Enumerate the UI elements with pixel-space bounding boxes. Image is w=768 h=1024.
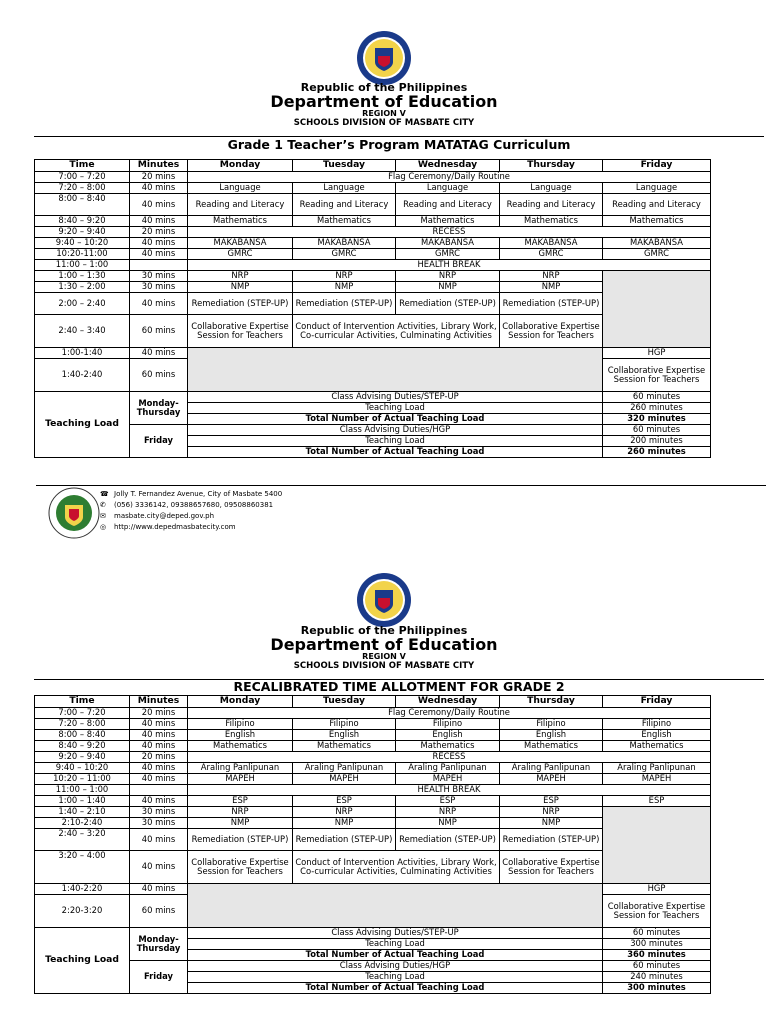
subject-cell: ESP (188, 796, 293, 807)
col-tuesday: Tuesday (293, 696, 396, 708)
grade1-title: Grade 1 Teacher’s Program MATATAG Curriculum (227, 137, 571, 152)
time-cell: 2:10-2:40 (35, 818, 130, 829)
time-cell: 1:40 – 2:10 (35, 807, 130, 818)
col-wednesday: Wednesday (396, 696, 500, 708)
table-row (35, 730, 711, 741)
subject-cell: Remediation (STEP-UP) (396, 293, 500, 315)
table-row (35, 961, 711, 972)
table-row (35, 425, 711, 436)
subject-cell: Araling Panlipunan (293, 763, 396, 774)
subject-cell: NRP (500, 807, 603, 818)
load-value: 60 minutes (603, 392, 711, 403)
time-cell: 9:40 – 10:20 (35, 763, 130, 774)
minutes-cell: 60 mins (130, 315, 188, 348)
minutes-cell: 40 mins (130, 851, 188, 884)
table-row (35, 238, 711, 249)
subject-cell: Mathematics (188, 216, 293, 227)
minutes-cell (130, 260, 188, 271)
table-row (35, 796, 711, 807)
time-cell: 8:40 – 9:20 (35, 741, 130, 752)
time-cell: 2:00 – 2:40 (35, 293, 130, 315)
subject-cell: Araling Panlipunan (500, 763, 603, 774)
table-row (35, 227, 711, 238)
minutes-cell: 20 mins (130, 227, 188, 238)
col-tuesday: Tuesday (293, 160, 396, 172)
subject-cell: NMP (500, 818, 603, 829)
table-row (35, 763, 711, 774)
subject-cell: Language (188, 183, 293, 194)
time-cell: 9:40 – 10:20 (35, 238, 130, 249)
grade1-schedule-table (34, 159, 711, 458)
load-total-label: Total Number of Actual Teaching Load (188, 983, 603, 994)
table-row (35, 183, 711, 194)
activity-cell: RECESS (188, 752, 711, 763)
minutes-cell: 30 mins (130, 271, 188, 282)
subject-cell: Remediation (STEP-UP) (396, 829, 500, 851)
activity-cell: Flag Ceremony/Daily Routine (188, 172, 711, 183)
table-row (35, 774, 711, 785)
subject-cell: Collaborative Expertise Session for Teachers (603, 895, 711, 928)
col-thursday: Thursday (500, 160, 603, 172)
subject-cell: Remediation (STEP-UP) (188, 829, 293, 851)
minutes-cell: 40 mins (130, 741, 188, 752)
col-monday: Monday (188, 160, 293, 172)
minutes-cell: 40 mins (130, 348, 188, 359)
table-header-row (35, 160, 711, 172)
table-row (35, 785, 711, 796)
subject-cell: ESP (603, 796, 711, 807)
subject-cell: Mathematics (603, 216, 711, 227)
division-text: SCHOOLS DIVISION OF MASBATE CITY (293, 117, 475, 128)
load-total-value: 320 minutes (603, 414, 711, 425)
empty-shaded-cell (188, 884, 603, 928)
teaching-load-label: Teaching Load (35, 928, 130, 994)
time-cell: 7:00 – 7:20 (35, 708, 130, 719)
subject-cell: MAPEH (500, 774, 603, 785)
subject-cell: NMP (293, 282, 396, 293)
load-days-label: Monday-Thursday (130, 928, 188, 961)
subject-cell: Remediation (STEP-UP) (293, 829, 396, 851)
subject-cell: GMRC (500, 249, 603, 260)
grade2-schedule-table (34, 695, 711, 994)
table-row (35, 172, 711, 183)
subject-cell: NMP (188, 818, 293, 829)
subject-cell: Language (500, 183, 603, 194)
subject-cell: NMP (293, 818, 396, 829)
minutes-cell: 20 mins (130, 752, 188, 763)
time-cell: 10:20 – 11:00 (35, 774, 130, 785)
table-row (35, 260, 711, 271)
subject-cell: HGP (603, 348, 711, 359)
load-value: 240 minutes (603, 972, 711, 983)
minutes-cell: 40 mins (130, 293, 188, 315)
subject-cell: Conduct of Intervention Activities, Library Work, Co-curricular Activities, Culminating Activities (293, 315, 500, 348)
minutes-cell: 40 mins (130, 194, 188, 216)
load-value: 260 minutes (603, 403, 711, 414)
footer-rule (36, 485, 766, 486)
region-text: REGION V (362, 652, 406, 662)
minutes-cell: 30 mins (130, 807, 188, 818)
subject-cell: English (188, 730, 293, 741)
load-total-value: 300 minutes (603, 983, 711, 994)
subject-cell: Mathematics (396, 216, 500, 227)
time-cell: 9:20 – 9:40 (35, 752, 130, 763)
division-logo-icon (48, 487, 100, 539)
load-item: Class Advising Duties/STEP-UP (188, 928, 603, 939)
col-friday: Friday (603, 160, 711, 172)
table-row (35, 216, 711, 227)
republic-text: Republic of the Philippines (300, 624, 468, 637)
minutes-cell: 40 mins (130, 238, 188, 249)
time-cell: 1:40-2:40 (35, 359, 130, 392)
minutes-cell: 40 mins (130, 763, 188, 774)
subject-cell: Collaborative Expertise Session for Teachers (188, 851, 293, 884)
load-item: Class Advising Duties/STEP-UP (188, 392, 603, 403)
subject-cell: GMRC (293, 249, 396, 260)
load-value: 60 minutes (603, 961, 711, 972)
letterhead (0, 625, 768, 671)
subject-cell: Mathematics (500, 741, 603, 752)
subject-cell: MAPEH (293, 774, 396, 785)
minutes-cell: 60 mins (130, 895, 188, 928)
table-row (35, 928, 711, 939)
time-cell: 7:20 – 8:00 (35, 719, 130, 730)
subject-cell: NMP (396, 818, 500, 829)
minutes-cell: 40 mins (130, 884, 188, 895)
time-cell: 8:40 – 9:20 (35, 216, 130, 227)
subject-cell: NMP (500, 282, 603, 293)
minutes-cell: 40 mins (130, 730, 188, 741)
subject-cell: Reading and Literacy (603, 194, 711, 216)
col-minutes: Minutes (130, 160, 188, 172)
time-cell: 1:30 – 2:00 (35, 282, 130, 293)
load-item: Teaching Load (188, 436, 603, 447)
subject-cell: MAKABANSA (188, 238, 293, 249)
time-cell: 1:00 – 1:40 (35, 796, 130, 807)
subject-cell: Mathematics (500, 216, 603, 227)
subject-cell: English (396, 730, 500, 741)
letterhead (0, 82, 768, 128)
subject-cell: Filipino (293, 719, 396, 730)
footer-phone: (056) 3336142, 09388657680, 09508860381 (114, 501, 274, 509)
subject-cell: MAPEH (603, 774, 711, 785)
minutes-cell: 30 mins (130, 818, 188, 829)
subject-cell: Mathematics (293, 216, 396, 227)
location-icon: ☎ (100, 490, 109, 498)
subject-cell: ESP (396, 796, 500, 807)
col-thursday: Thursday (500, 696, 603, 708)
subject-cell: Reading and Literacy (293, 194, 396, 216)
subject-cell: Remediation (STEP-UP) (500, 293, 603, 315)
table-row (35, 392, 711, 403)
subject-cell: NRP (396, 271, 500, 282)
load-total-label: Total Number of Actual Teaching Load (188, 414, 603, 425)
subject-cell: Collaborative Expertise Session for Teachers (188, 315, 293, 348)
subject-cell: Collaborative Expertise Session for Teachers (500, 851, 603, 884)
time-cell: 2:40 – 3:40 (35, 315, 130, 348)
load-item: Class Advising Duties/HGP (188, 961, 603, 972)
subject-cell: Filipino (500, 719, 603, 730)
subject-cell: MAKABANSA (293, 238, 396, 249)
subject-cell: Mathematics (293, 741, 396, 752)
load-item: Teaching Load (188, 972, 603, 983)
subject-cell: Filipino (396, 719, 500, 730)
load-total-value: 360 minutes (603, 950, 711, 961)
time-cell: 2:40 – 3:20 (35, 829, 130, 851)
empty-shaded-cell (603, 807, 711, 884)
subject-cell: English (603, 730, 711, 741)
subject-cell: NRP (500, 271, 603, 282)
minutes-cell: 40 mins (130, 249, 188, 260)
minutes-cell: 60 mins (130, 359, 188, 392)
activity-cell: HEALTH BREAK (188, 260, 711, 271)
subject-cell: Araling Panlipunan (396, 763, 500, 774)
load-value: 60 minutes (603, 928, 711, 939)
division-text: SCHOOLS DIVISION OF MASBATE CITY (293, 660, 475, 671)
subject-cell: MAKABANSA (396, 238, 500, 249)
col-minutes: Minutes (130, 696, 188, 708)
subject-cell: NMP (188, 282, 293, 293)
time-cell: 9:20 – 9:40 (35, 227, 130, 238)
subject-cell: Remediation (STEP-UP) (188, 293, 293, 315)
load-days-label: Friday (130, 961, 188, 994)
teaching-load-label: Teaching Load (35, 392, 130, 458)
time-cell: 11:00 – 1:00 (35, 260, 130, 271)
load-value: 60 minutes (603, 425, 711, 436)
minutes-cell: 20 mins (130, 708, 188, 719)
table-row (35, 348, 711, 359)
subject-cell: Language (396, 183, 500, 194)
subject-cell: Reading and Literacy (396, 194, 500, 216)
table-row (35, 752, 711, 763)
time-cell: 11:00 – 1:00 (35, 785, 130, 796)
load-days-label: Monday-Thursday (130, 392, 188, 425)
region-text: REGION V (362, 109, 406, 119)
time-cell: 1:00-1:40 (35, 348, 130, 359)
deped-seal-icon (356, 30, 412, 86)
subject-cell: Remediation (STEP-UP) (293, 293, 396, 315)
subject-cell: HGP (603, 884, 711, 895)
activity-cell: HEALTH BREAK (188, 785, 711, 796)
subject-cell: NRP (293, 807, 396, 818)
footer-email[interactable]: masbate.city@deped.gov.ph (114, 512, 215, 520)
minutes-cell: 40 mins (130, 796, 188, 807)
load-item: Teaching Load (188, 403, 603, 414)
col-monday: Monday (188, 696, 293, 708)
subject-cell: NRP (188, 807, 293, 818)
web-icon: ◎ (100, 523, 107, 531)
empty-shaded-cell (188, 348, 603, 392)
department-title: Department of Education (270, 91, 498, 111)
time-cell: 10:20-11:00 (35, 249, 130, 260)
minutes-cell: 30 mins (130, 282, 188, 293)
load-total-label: Total Number of Actual Teaching Load (188, 447, 603, 458)
subject-cell: Mathematics (188, 741, 293, 752)
subject-cell: MAPEH (188, 774, 293, 785)
load-value: 300 minutes (603, 939, 711, 950)
col-time: Time (35, 160, 130, 172)
email-icon: ✉ (100, 512, 106, 520)
minutes-cell: 40 mins (130, 183, 188, 194)
table-row (35, 271, 711, 282)
subject-cell: ESP (500, 796, 603, 807)
subject-cell: NRP (396, 807, 500, 818)
load-total-label: Total Number of Actual Teaching Load (188, 950, 603, 961)
table-row (35, 708, 711, 719)
table-row (35, 807, 711, 818)
table-row (35, 719, 711, 730)
minutes-cell (130, 785, 188, 796)
subject-cell: Reading and Literacy (188, 194, 293, 216)
activity-cell: RECESS (188, 227, 711, 238)
minutes-cell: 20 mins (130, 172, 188, 183)
subject-cell: English (293, 730, 396, 741)
col-wednesday: Wednesday (396, 160, 500, 172)
department-title: Department of Education (270, 634, 498, 654)
minutes-cell: 40 mins (130, 719, 188, 730)
time-cell: 1:00 – 1:30 (35, 271, 130, 282)
subject-cell: Araling Panlipunan (188, 763, 293, 774)
subject-cell: MAKABANSA (500, 238, 603, 249)
table-row (35, 194, 711, 216)
subject-cell: MAKABANSA (603, 238, 711, 249)
load-value: 200 minutes (603, 436, 711, 447)
time-cell: 2:20-3:20 (35, 895, 130, 928)
subject-cell: Reading and Literacy (500, 194, 603, 216)
subject-cell: Collaborative Expertise Session for Teachers (500, 315, 603, 348)
subject-cell: Language (603, 183, 711, 194)
grade2-title: RECALIBRATED TIME ALLOTMENT FOR GRADE 2 (233, 679, 565, 694)
table-row (35, 249, 711, 260)
subject-cell: NRP (188, 271, 293, 282)
footer-website[interactable]: http://www.depedmasbatecity.com (114, 523, 236, 531)
subject-cell: English (500, 730, 603, 741)
page-footer (36, 485, 766, 541)
subject-cell: Araling Panlipunan (603, 763, 711, 774)
subject-cell: MAPEH (396, 774, 500, 785)
time-cell: 7:00 – 7:20 (35, 172, 130, 183)
time-cell: 8:00 – 8:40 (35, 730, 130, 741)
load-item: Teaching Load (188, 939, 603, 950)
subject-cell: Collaborative Expertise Session for Teachers (603, 359, 711, 392)
minutes-cell: 40 mins (130, 216, 188, 227)
subject-cell: Filipino (603, 719, 711, 730)
subject-cell: GMRC (603, 249, 711, 260)
time-cell: 8:00 – 8:40 (35, 194, 130, 216)
subject-cell: Language (293, 183, 396, 194)
table-header-row (35, 696, 711, 708)
subject-cell: Filipino (188, 719, 293, 730)
phone-icon: ✆ (100, 501, 106, 509)
subject-cell: NMP (396, 282, 500, 293)
time-cell: 3:20 – 4:00 (35, 851, 130, 884)
table-row (35, 741, 711, 752)
minutes-cell: 40 mins (130, 829, 188, 851)
deped-seal-icon (356, 572, 412, 628)
subject-cell: ESP (293, 796, 396, 807)
minutes-cell: 40 mins (130, 774, 188, 785)
load-days-label: Friday (130, 425, 188, 458)
subject-cell: NRP (293, 271, 396, 282)
empty-shaded-cell (603, 271, 711, 348)
subject-cell: Remediation (STEP-UP) (500, 829, 603, 851)
time-cell: 7:20 – 8:00 (35, 183, 130, 194)
subject-cell: GMRC (188, 249, 293, 260)
subject-cell: Mathematics (603, 741, 711, 752)
load-item: Class Advising Duties/HGP (188, 425, 603, 436)
col-friday: Friday (603, 696, 711, 708)
table-row (35, 884, 711, 895)
republic-text: Republic of the Philippines (300, 81, 468, 94)
activity-cell: Flag Ceremony/Daily Routine (188, 708, 711, 719)
footer-address: Jolly T. Fernandez Avenue, City of Masbate 5400 (114, 490, 283, 498)
subject-cell: GMRC (396, 249, 500, 260)
time-cell: 1:40-2:20 (35, 884, 130, 895)
load-total-value: 260 minutes (603, 447, 711, 458)
col-time: Time (35, 696, 130, 708)
subject-cell: Mathematics (396, 741, 500, 752)
subject-cell: Conduct of Intervention Activities, Library Work, Co-curricular Activities, Culminating Activities (293, 851, 500, 884)
